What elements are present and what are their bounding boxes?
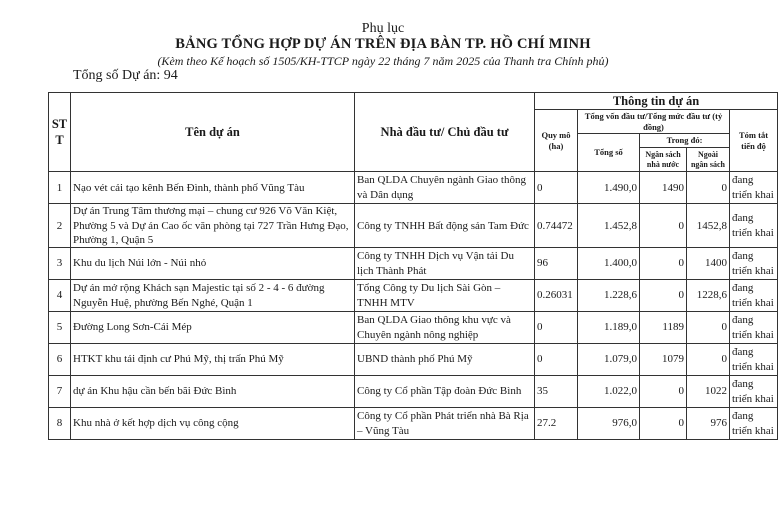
row-investor: Tổng Công ty Du lịch Sài Gòn – TNHH MTV bbox=[355, 280, 535, 312]
row-stt: 5 bbox=[49, 312, 71, 344]
row-non-state-budget: 1022 bbox=[687, 376, 730, 408]
row-scale: 0 bbox=[535, 344, 578, 376]
header-of-which: Trong đó: bbox=[640, 134, 730, 148]
table-row bbox=[49, 408, 778, 440]
row-state-budget: 1189 bbox=[640, 312, 687, 344]
projects-table bbox=[48, 92, 778, 440]
row-project-name: dự án Khu hậu cần bến bãi Đức Bình bbox=[71, 376, 355, 408]
row-scale: 35 bbox=[535, 376, 578, 408]
row-investor: Công ty Cổ phần Phát triển nhà Bà Rịa – Vũng Tàu bbox=[355, 408, 535, 440]
row-project-name: Khu du lịch Núi lớn - Núi nhỏ bbox=[71, 248, 355, 280]
row-scale: 96 bbox=[535, 248, 578, 280]
row-investor: Ban QLDA Giao thông khu vực và Chuyên ngành nông nghiệp bbox=[355, 312, 535, 344]
row-stt: 1 bbox=[49, 172, 71, 204]
row-investor: Công ty TNHH Dịch vụ Vận tải Du lịch Thành Phát bbox=[355, 248, 535, 280]
header-stt: STT bbox=[49, 93, 71, 172]
document-subtitle: (Kèm theo Kế hoạch số 1505/KH-TTCP ngày 22 tháng 7 năm 2025 của Thanh tra Chính phủ) bbox=[157, 54, 609, 68]
row-stt: 7 bbox=[49, 376, 71, 408]
project-count: Tổng số Dự án: 94 bbox=[73, 68, 178, 83]
row-non-state-budget: 976 bbox=[687, 408, 730, 440]
row-non-state-budget: 0 bbox=[687, 172, 730, 204]
row-state-budget: 1490 bbox=[640, 172, 687, 204]
table-row bbox=[49, 312, 778, 344]
row-project-name: Dự án mở rộng Khách sạn Majestic tại số 2 - 4 - 6 đường Nguyễn Huệ, phường Bến Nghé, Quận 1 bbox=[71, 280, 355, 312]
table-row bbox=[49, 280, 778, 312]
row-state-budget: 0 bbox=[640, 248, 687, 280]
row-stt: 3 bbox=[49, 248, 71, 280]
header-project-name: Tên dự án bbox=[71, 93, 355, 172]
row-stt: 4 bbox=[49, 280, 71, 312]
row-state-budget: 1079 bbox=[640, 344, 687, 376]
row-scale: 0.26031 bbox=[535, 280, 578, 312]
header-state-budget: Ngân sách nhà nước bbox=[640, 148, 687, 172]
row-stt: 6 bbox=[49, 344, 71, 376]
document-title: BẢNG TỔNG HỢP DỰ ÁN TRÊN ĐỊA BÀN TP. HỒ CHÍ MINH bbox=[175, 36, 591, 52]
header-investor: Nhà đầu tư/ Chủ đầu tư bbox=[355, 93, 535, 172]
row-total-capital: 1.022,0 bbox=[578, 376, 640, 408]
header-project-info: Thông tin dự án bbox=[535, 93, 778, 110]
appendix-label: Phụ lục bbox=[361, 21, 405, 36]
row-progress: đang triển khai bbox=[730, 408, 778, 440]
row-investor: UBND thành phố Phú Mỹ bbox=[355, 344, 535, 376]
row-progress: đang triển khai bbox=[730, 204, 778, 248]
row-total-capital: 1.400,0 bbox=[578, 248, 640, 280]
row-investor: Công ty Cổ phần Tập đoàn Đức Bình bbox=[355, 376, 535, 408]
row-stt: 2 bbox=[49, 204, 71, 248]
header-total: Tổng số bbox=[578, 134, 640, 172]
row-project-name: Nạo vét cải tạo kênh Bến Đình, thành phố Vũng Tàu bbox=[71, 172, 355, 204]
row-state-budget: 0 bbox=[640, 204, 687, 248]
row-scale: 0 bbox=[535, 172, 578, 204]
row-progress: đang triển khai bbox=[730, 280, 778, 312]
row-scale: 0.74472 bbox=[535, 204, 578, 248]
row-progress: đang triển khai bbox=[730, 344, 778, 376]
row-non-state-budget: 1228,6 bbox=[687, 280, 730, 312]
header-capital: Tổng vốn đầu tư/Tổng mức đầu tư (tỷ đồng) bbox=[578, 110, 730, 134]
table-row bbox=[49, 172, 778, 204]
row-total-capital: 1.189,0 bbox=[578, 312, 640, 344]
row-progress: đang triển khai bbox=[730, 312, 778, 344]
row-scale: 0 bbox=[535, 312, 578, 344]
header-non-state-budget: Ngoài ngân sách bbox=[687, 148, 730, 172]
row-non-state-budget: 0 bbox=[687, 344, 730, 376]
row-state-budget: 0 bbox=[640, 408, 687, 440]
row-total-capital: 1.228,6 bbox=[578, 280, 640, 312]
row-stt: 8 bbox=[49, 408, 71, 440]
row-progress: đang triển khai bbox=[730, 172, 778, 204]
table-body bbox=[49, 172, 778, 440]
row-progress: đang triển khai bbox=[730, 376, 778, 408]
header-scale: Quy mô (ha) bbox=[535, 110, 578, 172]
header-progress: Tóm tắt tiến độ bbox=[730, 110, 778, 172]
row-total-capital: 1.079,0 bbox=[578, 344, 640, 376]
row-project-name: Khu nhà ở kết hợp dịch vụ công cộng bbox=[71, 408, 355, 440]
row-investor: Ban QLDA Chuyên ngành Giao thông và Dân dụng bbox=[355, 172, 535, 204]
table-row bbox=[49, 344, 778, 376]
row-state-budget: 0 bbox=[640, 280, 687, 312]
row-investor: Công ty TNHH Bất động sản Tam Đức bbox=[355, 204, 535, 248]
row-state-budget: 0 bbox=[640, 376, 687, 408]
row-non-state-budget: 1452,8 bbox=[687, 204, 730, 248]
row-project-name: HTKT khu tái định cư Phú Mỹ, thị trấn Phú Mỹ bbox=[71, 344, 355, 376]
row-non-state-budget: 1400 bbox=[687, 248, 730, 280]
table-row bbox=[49, 204, 778, 248]
row-progress: đang triển khai bbox=[730, 248, 778, 280]
row-project-name: Đường Long Sơn-Cái Mép bbox=[71, 312, 355, 344]
row-total-capital: 1.452,8 bbox=[578, 204, 640, 248]
row-non-state-budget: 0 bbox=[687, 312, 730, 344]
row-total-capital: 1.490,0 bbox=[578, 172, 640, 204]
row-total-capital: 976,0 bbox=[578, 408, 640, 440]
row-project-name: Dự án Trung Tâm thương mại – chung cư 926 Võ Văn Kiệt, Phường 5 và Dự án Cao ốc văn phòng tại 727 Trần Hưng Đạo, Phường 1, Quận 5 bbox=[71, 204, 355, 248]
table-row bbox=[49, 248, 778, 280]
row-scale: 27.2 bbox=[535, 408, 578, 440]
table-row bbox=[49, 376, 778, 408]
